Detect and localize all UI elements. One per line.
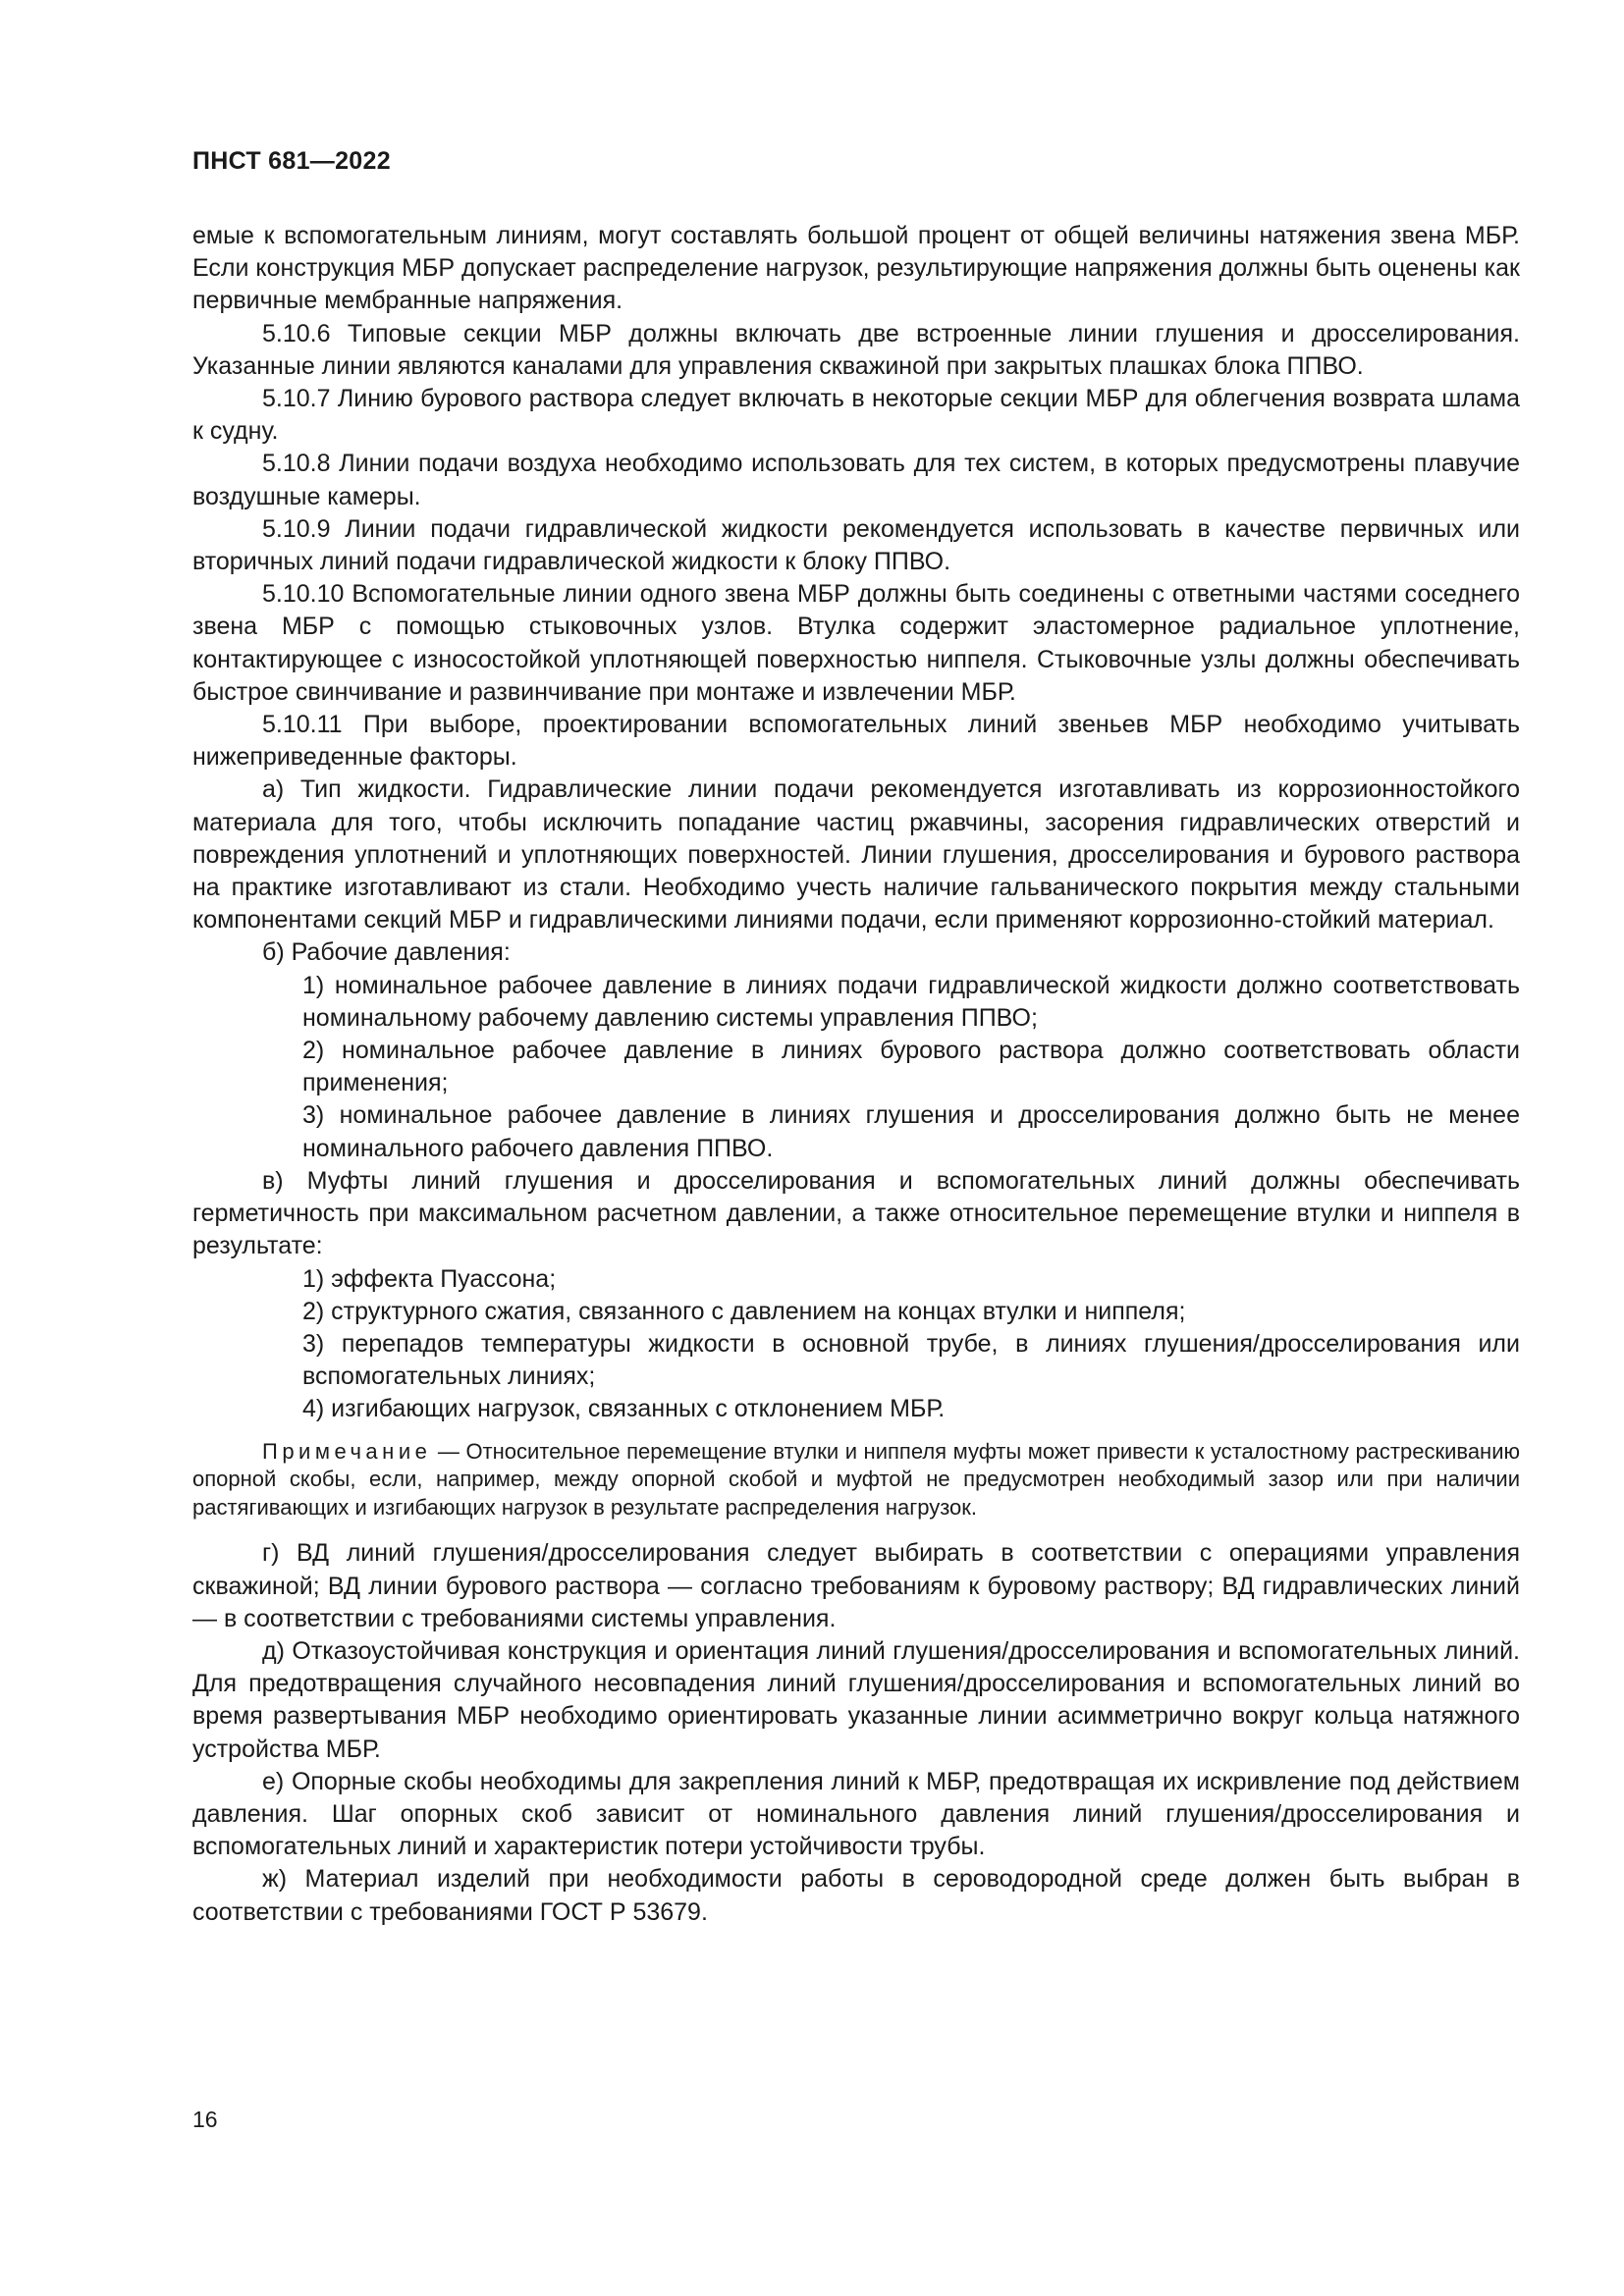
paragraph: 5.10.10 Вспомогательные линии одного звена МБР должны быть соединены с ответными частями соседнего звена МБР с помощью стыковочных узлов. Втулка содержит эластомерное радиальное уплотнение, контактирующее с износостойкой уплотняющей поверхностью ниппеля. Стыковочные узлы должны обеспечивать быстрое свинчивание и развинчивание при монтаже и извлечении МБР.	[192, 580, 1520, 706]
paragraph: е) Опорные скобы необходимы для закрепления линий к МБР, предотвращая их искривление под действием давления. Шаг опорных скоб зависит от номинального давления линий глушения/дросселирования и вспомогательных линий и характеристик потери устойчивости трубы.	[192, 1767, 1520, 1861]
paragraph: емые к вспомогательным линиям, могут составлять большой процент от общей величины натяжения звена МБР. Если конструкция МБР допускает распределение нагрузок, результирующие напряжения должны быть оценены как первичные мембранные напряжения.	[192, 222, 1520, 315]
page-number: 16	[192, 2107, 218, 2132]
paragraph: ж) Материал изделий при необходимости работы в сероводородной среде должен быть выбран в соответствии с требованиями ГОСТ Р 53679.	[192, 1865, 1520, 1926]
list-item: 1) эффекта Пуассона;	[302, 1264, 557, 1293]
document-body	[192, 220, 1520, 1929]
paragraph: г) ВД линий глушения/дросселирования следует выбирать в соответствии с операциями управления скважиной; ВД линии бурового раствора — согласно требованиям к буровому раствору; ВД гидравлических линий — в соответствии с требованиями системы управления.	[192, 1539, 1520, 1632]
list-item: 1) номинальное рабочее давление в линиях подачи гидравлической жидкости должно соответствовать номинальному рабочему давлению системы управления ППВО;	[302, 971, 1520, 1032]
list-item: 3) номинальное рабочее давление в линиях глушения и дросселирования должно быть не менее номинального рабочего давления ППВО.	[302, 1101, 1520, 1162]
paragraph: 5.10.7 Линию бурового раствора следует включать в некоторые секции МБР для облегчения возврата шлама к судну.	[192, 385, 1520, 446]
note	[192, 1438, 1520, 1522]
list-item: 2) структурного сжатия, связанного с давлением на концах втулки и ниппеля;	[302, 1297, 1186, 1325]
paragraph: б) Рабочие давления:	[262, 938, 511, 967]
list-item: 2) номинальное рабочее давление в линиях бурового раствора должно соответствовать области применения;	[302, 1037, 1520, 1097]
paragraph: а) Тип жидкости. Гидравлические линии подачи рекомендуется изготавливать из коррозионностойкого материала для того, чтобы исключить попадание частиц ржавчины, засорения гидравлических отверстий и повреждения уплотнений и уплотняющих поверхностей. Линии глушения, дросселирования и бурового раствора на практике изготавливают из стали. Необходимо учесть наличие гальванического покрытия между стальными компонентами секций МБР и гидравлическими линиями подачи, если применяют коррозионно-стойкий материал.	[192, 775, 1520, 934]
paragraph: 5.10.8 Линии подачи воздуха необходимо использовать для тех систем, в которых предусмотрены плавучие воздушные камеры.	[192, 450, 1520, 510]
list-item: 3) перепадов температуры жидкости в основной трубе, в линиях глушения/дросселирования или вспомогательных линиях;	[302, 1329, 1520, 1391]
document-header: ПНСТ 681—2022	[192, 147, 391, 175]
paragraph: 5.10.9 Линии подачи гидравлической жидкости рекомендуется использовать в качестве первичных или вторичных линий подачи гидравлической жидкости к блоку ППВО.	[192, 514, 1520, 576]
list-item: 4) изгибающих нагрузок, связанных с отклонением МБР.	[302, 1395, 946, 1423]
paragraph: 5.10.6 Типовые секции МБР должны включать две встроенные линии глушения и дросселирования. Указанные линии являются каналами для управления скважиной при закрытых плашках блока ППВО.	[192, 319, 1520, 380]
note-text: Относительное перемещение втулки и ниппеля муфты может привести к усталостному растрескиванию опорной скобы, если, например, между опорной скобой и муфтой не предусмотрен необходимый зазор или при наличии растягивающих и изгибающих нагрузок в результате распределения нагрузок.	[192, 1438, 1520, 1520]
paragraph: в) Муфты линий глушения и дросселирования и вспомогательных линий должны обеспечивать герметичность при максимальном расчетном давлении, а также относительное перемещение втулки и ниппеля в результате:	[192, 1166, 1520, 1260]
paragraph: д) Отказоустойчивая конструкция и ориентация линий глушения/дросселирования и вспомогательных линий. Для предотвращения случайного несовпадения линий глушения/дросселирования и вспомогательных линий во время развертывания МБР необходимо ориентировать указанные линии асимметрично вокруг кольца натяжного устройства МБР.	[192, 1636, 1520, 1763]
paragraph: 5.10.11 При выборе, проектировании вспомогательных линий звеньев МБР необходимо учитывать нижеприведенные факторы.	[192, 711, 1520, 772]
note-label: Примечание	[262, 1438, 432, 1464]
note-dash: —	[431, 1438, 466, 1464]
